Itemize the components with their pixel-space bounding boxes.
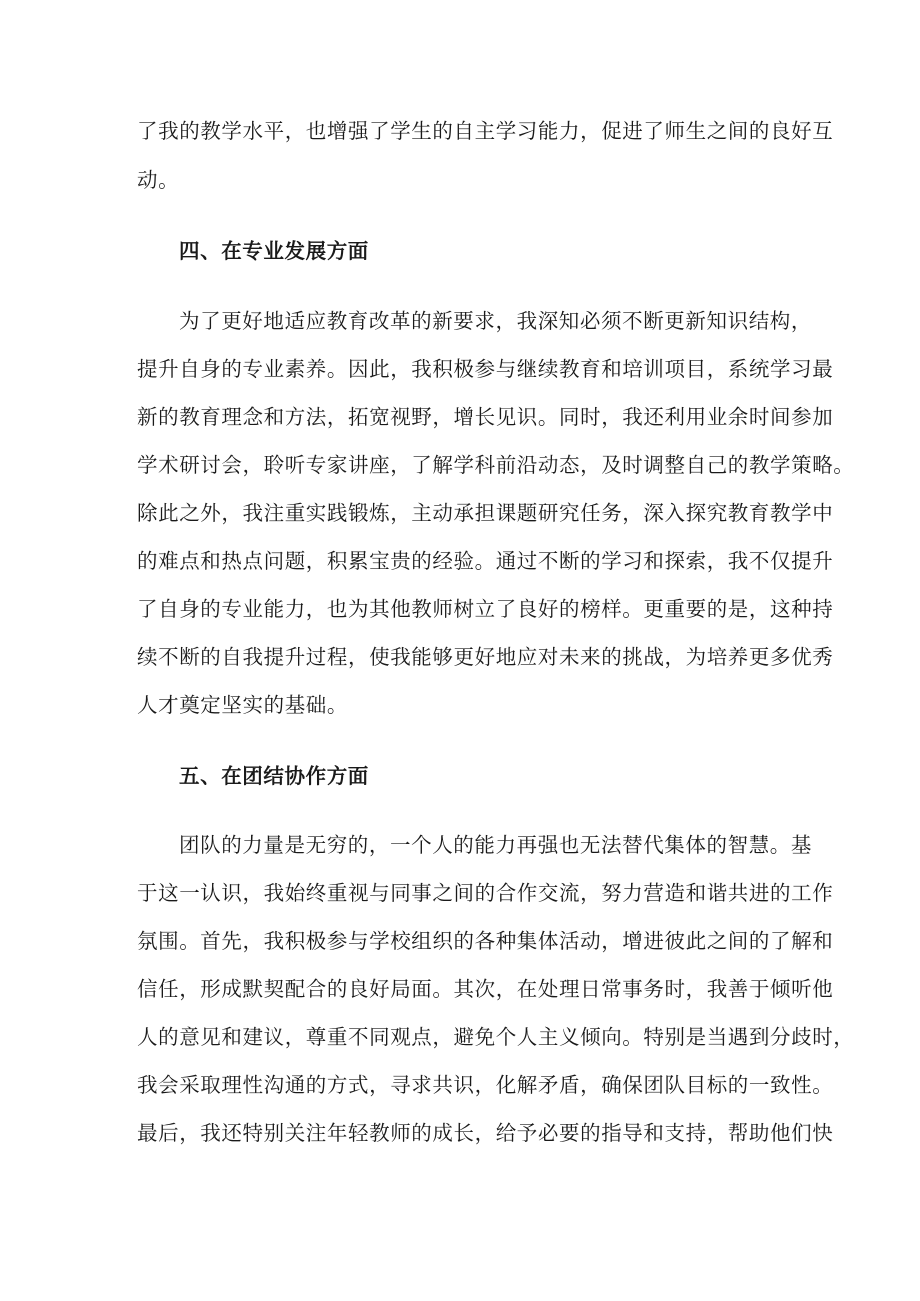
paragraph-line: 除此之外，我注重实践锻炼，主动承担课题研究任务，深入探究教育教学中 [137,501,834,525]
paragraph-line: 氛围。首先，我积极参与学校组织的各种集体活动，增进彼此之间的了解和 [137,929,834,953]
section-heading-4: 四、在专业发展方面 [179,239,369,263]
paragraph-line: 于这一认识，我始终重视与同事之间的合作交流，努力营造和谐共进的工作 [137,881,834,905]
paragraph-line: 的难点和热点问题，积累宝贵的经验。通过不断的学习和探索，我不仅提升 [137,549,834,573]
paragraph-line: 了自身的专业能力，也为其他教师树立了良好的榜样。更重要的是，这种持 [137,597,834,621]
paragraph-line: 人才奠定坚实的基础。 [137,693,348,717]
paragraph-line: 人的意见和建议，尊重不同观点，避免个人主义倾向。特别是当遇到分歧时， [137,1025,855,1049]
section-heading-5: 五、在团结协作方面 [179,764,369,788]
paragraph-line: 了我的教学水平，也增强了学生的自主学习能力，促进了师生之间的良好互 [137,119,834,143]
paragraph-line: 学术研讨会，聆听专家讲座，了解学科前沿动态，及时调整自己的教学策略。 [137,453,855,477]
paragraph-line: 团队的力量是无穷的，一个人的能力再强也无法替代集体的智慧。基 [179,833,812,857]
paragraph-line: 信任，形成默契配合的良好局面。其次，在处理日常事务时，我善于倾听他 [137,977,834,1001]
paragraph-line: 新的教育理念和方法，拓宽视野，增长见识。同时，我还利用业余时间参加 [137,405,834,429]
paragraph-line: 动。 [137,168,180,192]
paragraph-line: 续不断的自我提升过程，使我能够更好地应对未来的挑战，为培养更多优秀 [137,645,834,669]
paragraph-line: 最后，我还特别关注年轻教师的成长，给予必要的指导和支持，帮助他们快 [137,1121,834,1145]
paragraph-line: 为了更好地适应教育改革的新要求，我深知必须不断更新知识结构， [179,309,812,333]
paragraph-line: 我会采取理性沟通的方式，寻求共识，化解矛盾，确保团队目标的一致性。 [137,1073,834,1097]
paragraph-line: 提升自身的专业素养。因此，我积极参与继续教育和培训项目，系统学习最 [137,357,834,381]
